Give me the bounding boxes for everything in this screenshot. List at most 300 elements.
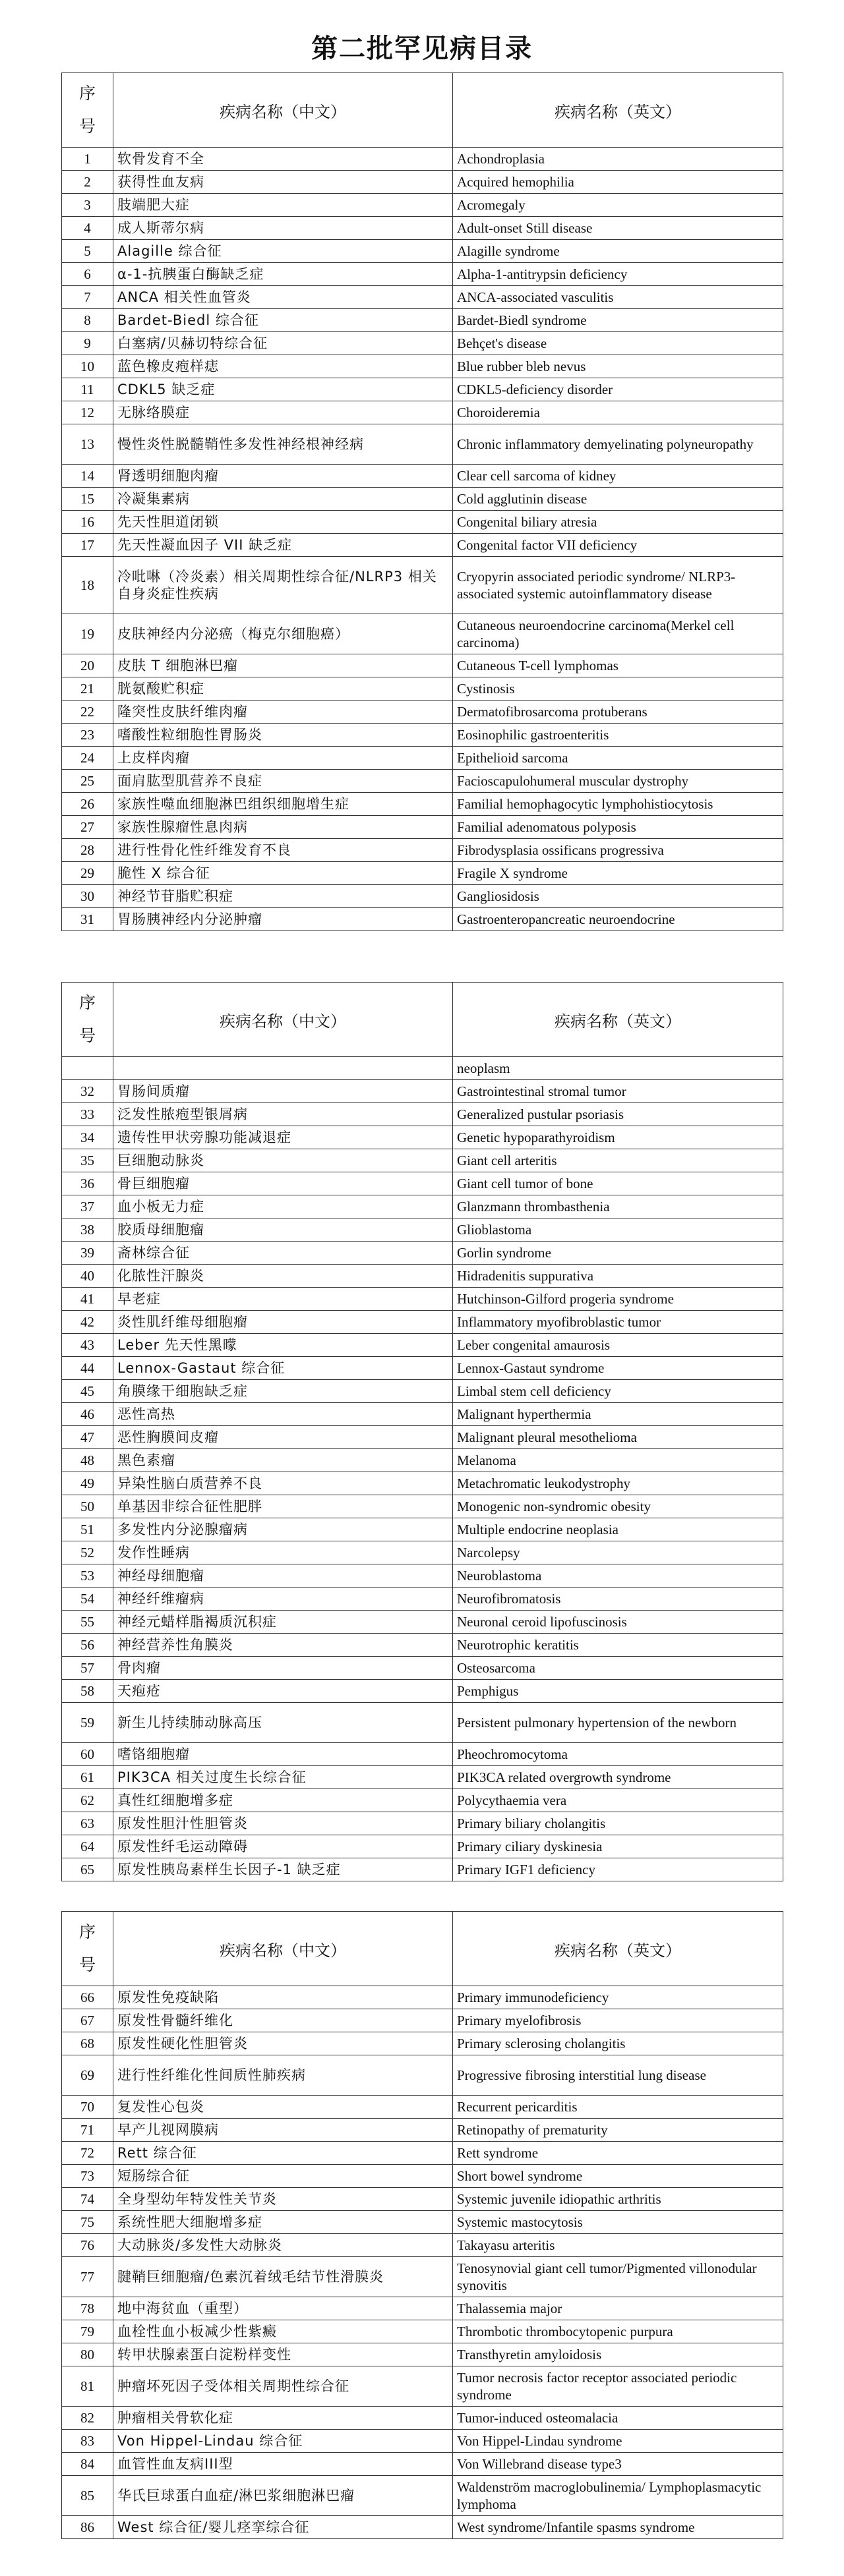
disease-name-chinese: PIK3CA 相关过度生长综合征 bbox=[113, 1766, 453, 1789]
disease-name-chinese: CDKL5 缺乏症 bbox=[113, 378, 453, 401]
disease-name-chinese: 早产儿视网膜病 bbox=[113, 2119, 453, 2142]
row-number: 8 bbox=[62, 309, 113, 332]
row-number: 41 bbox=[62, 1288, 113, 1311]
table-row bbox=[62, 2009, 783, 2032]
disease-name-english: Malignant hyperthermia bbox=[453, 1403, 783, 1426]
table-row bbox=[62, 2211, 783, 2234]
table-row bbox=[62, 1743, 783, 1766]
disease-name-chinese: 异染性脑白质营养不良 bbox=[113, 1472, 453, 1495]
disease-name-english: Neuroblastoma bbox=[453, 1564, 783, 1588]
disease-name-english: Recurrent pericarditis bbox=[453, 2096, 783, 2119]
table-row bbox=[62, 148, 783, 171]
disease-name-english: Giant cell tumor of bone bbox=[453, 1172, 783, 1195]
table-row bbox=[62, 677, 783, 701]
table-row bbox=[62, 2032, 783, 2055]
row-number: 77 bbox=[62, 2257, 113, 2297]
row-number: 72 bbox=[62, 2142, 113, 2165]
row-number: 15 bbox=[62, 488, 113, 511]
disease-name-english: Short bowel syndrome bbox=[453, 2165, 783, 2188]
row-number: 22 bbox=[62, 701, 113, 724]
row-number: 80 bbox=[62, 2343, 113, 2366]
table-row bbox=[62, 2366, 783, 2407]
disease-name-chinese: 复发性心包炎 bbox=[113, 2096, 453, 2119]
disease-name-english: Choroideremia bbox=[453, 401, 783, 424]
disease-table-page-1 bbox=[61, 72, 783, 931]
row-number: 13 bbox=[62, 424, 113, 465]
row-number: 53 bbox=[62, 1564, 113, 1588]
row-number: 79 bbox=[62, 2320, 113, 2343]
disease-name-english: Behçet's disease bbox=[453, 332, 783, 355]
row-number: 50 bbox=[62, 1495, 113, 1518]
disease-name-english: Genetic hypoparathyroidism bbox=[453, 1126, 783, 1149]
row-number: 44 bbox=[62, 1357, 113, 1380]
disease-name-english: Chronic inflammatory demyelinating polyneuropathy bbox=[453, 424, 783, 465]
row-number bbox=[62, 1057, 113, 1080]
row-number: 12 bbox=[62, 401, 113, 424]
disease-name-chinese: 获得性血友病 bbox=[113, 171, 453, 194]
table-row bbox=[62, 1449, 783, 1472]
table-row bbox=[62, 816, 783, 839]
disease-name-chinese: 巨细胞动脉炎 bbox=[113, 1149, 453, 1172]
table-row bbox=[62, 465, 783, 488]
disease-name-chinese: 恶性胸膜间皮瘤 bbox=[113, 1426, 453, 1449]
row-number: 9 bbox=[62, 332, 113, 355]
column-header-english: 疾病名称（英文） bbox=[453, 983, 783, 1057]
disease-name-english: Inflammatory myofibroblastic tumor bbox=[453, 1311, 783, 1334]
disease-name-english: Malignant pleural mesothelioma bbox=[453, 1426, 783, 1449]
disease-name-english: Hidradenitis suppurativa bbox=[453, 1265, 783, 1288]
disease-name-english: Glioblastoma bbox=[453, 1218, 783, 1242]
disease-name-chinese: 肿瘤坏死因子受体相关周期性综合征 bbox=[113, 2366, 453, 2407]
row-number: 35 bbox=[62, 1149, 113, 1172]
table-row bbox=[62, 1080, 783, 1103]
table-row bbox=[62, 793, 783, 816]
row-number: 27 bbox=[62, 816, 113, 839]
disease-name-chinese: 肢端肥大症 bbox=[113, 194, 453, 217]
row-number: 63 bbox=[62, 1812, 113, 1835]
table-row bbox=[62, 2516, 783, 2539]
row-number: 69 bbox=[62, 2055, 113, 2096]
disease-name-chinese: 全身型幼年特发性关节炎 bbox=[113, 2188, 453, 2211]
disease-name-english: Metachromatic leukodystrophy bbox=[453, 1472, 783, 1495]
disease-name-chinese: 无脉络膜症 bbox=[113, 401, 453, 424]
disease-name-english: Fibrodysplasia ossificans progressiva bbox=[453, 839, 783, 862]
table-row bbox=[62, 1634, 783, 1657]
table-row bbox=[62, 1703, 783, 1743]
disease-name-english: Lennox-Gastaut syndrome bbox=[453, 1357, 783, 1380]
table-row bbox=[62, 2453, 783, 2476]
disease-name-chinese: 黑色素瘤 bbox=[113, 1449, 453, 1472]
table-row bbox=[62, 2142, 783, 2165]
disease-name-english: Pemphigus bbox=[453, 1680, 783, 1703]
row-number: 23 bbox=[62, 724, 113, 747]
disease-name-chinese: 进行性骨化性纤维发育不良 bbox=[113, 839, 453, 862]
row-number: 21 bbox=[62, 677, 113, 701]
disease-name-chinese: 恶性高热 bbox=[113, 1403, 453, 1426]
row-number: 81 bbox=[62, 2366, 113, 2407]
disease-name-english: Polycythaemia vera bbox=[453, 1789, 783, 1812]
row-number: 51 bbox=[62, 1518, 113, 1541]
row-number: 52 bbox=[62, 1541, 113, 1564]
disease-name-english: Tumor necrosis factor receptor associated periodic syndrome bbox=[453, 2366, 783, 2407]
disease-name-english: neoplasm bbox=[453, 1057, 783, 1080]
disease-name-chinese: 血管性血友病III型 bbox=[113, 2453, 453, 2476]
row-number: 5 bbox=[62, 240, 113, 263]
row-number: 33 bbox=[62, 1103, 113, 1126]
disease-name-english: Hutchinson-Gilford progeria syndrome bbox=[453, 1288, 783, 1311]
disease-name-english: Tenosynovial giant cell tumor/Pigmented villonodular synovitis bbox=[453, 2257, 783, 2297]
row-number: 68 bbox=[62, 2032, 113, 2055]
disease-name-chinese: 软骨发育不全 bbox=[113, 148, 453, 171]
disease-name-chinese: 泛发性脓疱型银屑病 bbox=[113, 1103, 453, 1126]
disease-name-english: Alpha-1-antitrypsin deficiency bbox=[453, 263, 783, 286]
disease-name-chinese: Rett 综合征 bbox=[113, 2142, 453, 2165]
disease-name-chinese: 血小板无力症 bbox=[113, 1195, 453, 1218]
table-row bbox=[62, 1380, 783, 1403]
row-number: 71 bbox=[62, 2119, 113, 2142]
column-header-number: 序 号 bbox=[62, 1912, 113, 1986]
disease-name-chinese: 冷凝集素病 bbox=[113, 488, 453, 511]
table-row bbox=[62, 1149, 783, 1172]
disease-name-english: Rett syndrome bbox=[453, 2142, 783, 2165]
disease-name-chinese: 原发性硬化性胆管炎 bbox=[113, 2032, 453, 2055]
table-row bbox=[62, 332, 783, 355]
disease-name-english: West syndrome/Infantile spasms syndrome bbox=[453, 2516, 783, 2539]
disease-name-english: PIK3CA related overgrowth syndrome bbox=[453, 1766, 783, 1789]
disease-name-english: Osteosarcoma bbox=[453, 1657, 783, 1680]
disease-name-chinese: 神经纤维瘤病 bbox=[113, 1588, 453, 1611]
disease-name-chinese: 神经节苷脂贮积症 bbox=[113, 885, 453, 908]
row-number: 29 bbox=[62, 862, 113, 885]
disease-name-english: Dermatofibrosarcoma protuberans bbox=[453, 701, 783, 724]
row-number: 25 bbox=[62, 770, 113, 793]
table-row bbox=[62, 2297, 783, 2320]
table-row bbox=[62, 885, 783, 908]
disease-name-english: Retinopathy of prematurity bbox=[453, 2119, 783, 2142]
disease-name-chinese: 先天性胆道闭锁 bbox=[113, 511, 453, 534]
disease-name-english: Primary ciliary dyskinesia bbox=[453, 1835, 783, 1858]
row-number: 66 bbox=[62, 1986, 113, 2009]
table-row bbox=[62, 1057, 783, 1080]
table-row bbox=[62, 240, 783, 263]
disease-name-chinese: 华氏巨球蛋白血症/淋巴浆细胞淋巴瘤 bbox=[113, 2476, 453, 2516]
row-number: 17 bbox=[62, 534, 113, 557]
table-row bbox=[62, 1835, 783, 1858]
table-header-row bbox=[62, 1912, 783, 1986]
row-number: 43 bbox=[62, 1334, 113, 1357]
row-number: 42 bbox=[62, 1311, 113, 1334]
disease-name-english: Glanzmann thrombasthenia bbox=[453, 1195, 783, 1218]
disease-name-chinese: 多发性内分泌腺瘤病 bbox=[113, 1518, 453, 1541]
disease-name-english: Primary sclerosing cholangitis bbox=[453, 2032, 783, 2055]
table-row bbox=[62, 511, 783, 534]
column-header-number: 序 号 bbox=[62, 983, 113, 1057]
table-header-row bbox=[62, 983, 783, 1057]
row-number: 38 bbox=[62, 1218, 113, 1242]
row-number: 61 bbox=[62, 1766, 113, 1789]
table-row bbox=[62, 1311, 783, 1334]
row-number: 18 bbox=[62, 557, 113, 614]
disease-name-english: Congenital biliary atresia bbox=[453, 511, 783, 534]
disease-name-english: Melanoma bbox=[453, 1449, 783, 1472]
disease-name-english: Cutaneous T-cell lymphomas bbox=[453, 654, 783, 677]
row-number: 57 bbox=[62, 1657, 113, 1680]
disease-name-chinese bbox=[113, 1057, 453, 1080]
disease-name-chinese: 隆突性皮肤纤维肉瘤 bbox=[113, 701, 453, 724]
disease-name-chinese: 皮肤 T 细胞淋巴瘤 bbox=[113, 654, 453, 677]
row-number: 59 bbox=[62, 1703, 113, 1743]
disease-name-chinese: ANCA 相关性血管炎 bbox=[113, 286, 453, 309]
table-row bbox=[62, 724, 783, 747]
table-row bbox=[62, 1334, 783, 1357]
table-row bbox=[62, 1357, 783, 1380]
disease-name-chinese: 先天性凝血因子 VII 缺乏症 bbox=[113, 534, 453, 557]
row-number: 7 bbox=[62, 286, 113, 309]
table-row bbox=[62, 2320, 783, 2343]
table-row bbox=[62, 263, 783, 286]
disease-name-chinese: 神经元蜡样脂褐质沉积症 bbox=[113, 1611, 453, 1634]
row-number: 24 bbox=[62, 747, 113, 770]
disease-name-english: CDKL5-deficiency disorder bbox=[453, 378, 783, 401]
row-number: 67 bbox=[62, 2009, 113, 2032]
disease-name-chinese: 嗜铬细胞瘤 bbox=[113, 1743, 453, 1766]
disease-name-chinese: Alagille 综合征 bbox=[113, 240, 453, 263]
table-row bbox=[62, 614, 783, 654]
disease-name-english: Waldenström macroglobulinemia/ Lymphoplasmacytic lymphoma bbox=[453, 2476, 783, 2516]
disease-name-chinese: 系统性肥大细胞增多症 bbox=[113, 2211, 453, 2234]
table-row bbox=[62, 1288, 783, 1311]
row-number: 4 bbox=[62, 217, 113, 240]
row-number: 36 bbox=[62, 1172, 113, 1195]
disease-name-english: Persistent pulmonary hypertension of the newborn bbox=[453, 1703, 783, 1743]
disease-name-english: Epithelioid sarcoma bbox=[453, 747, 783, 770]
row-number: 62 bbox=[62, 1789, 113, 1812]
disease-name-chinese: 神经母细胞瘤 bbox=[113, 1564, 453, 1588]
row-number: 40 bbox=[62, 1265, 113, 1288]
table-row bbox=[62, 2476, 783, 2516]
table-row bbox=[62, 747, 783, 770]
disease-name-chinese: 皮肤神经内分泌癌（梅克尔细胞癌） bbox=[113, 614, 453, 654]
disease-name-english: Bardet-Biedl syndrome bbox=[453, 309, 783, 332]
table-row bbox=[62, 1766, 783, 1789]
row-number: 83 bbox=[62, 2430, 113, 2453]
disease-name-chinese: 炎性肌纤维母细胞瘤 bbox=[113, 1311, 453, 1334]
table-row bbox=[62, 2188, 783, 2211]
disease-name-chinese: 蓝色橡皮疱样痣 bbox=[113, 355, 453, 378]
table-row bbox=[62, 1518, 783, 1541]
row-number: 3 bbox=[62, 194, 113, 217]
row-number: 84 bbox=[62, 2453, 113, 2476]
disease-name-english: Neurotrophic keratitis bbox=[453, 1634, 783, 1657]
disease-name-english: Fragile X syndrome bbox=[453, 862, 783, 885]
disease-name-chinese: 大动脉炎/多发性大动脉炎 bbox=[113, 2234, 453, 2257]
disease-name-chinese: 胃肠间质瘤 bbox=[113, 1080, 453, 1103]
disease-name-english: Cold agglutinin disease bbox=[453, 488, 783, 511]
row-number: 82 bbox=[62, 2407, 113, 2430]
table-row bbox=[62, 862, 783, 885]
disease-name-english: Monogenic non-syndromic obesity bbox=[453, 1495, 783, 1518]
row-number: 49 bbox=[62, 1472, 113, 1495]
disease-name-chinese: 短肠综合征 bbox=[113, 2165, 453, 2188]
column-header-chinese: 疾病名称（中文） bbox=[113, 1912, 453, 1986]
disease-name-english: Giant cell arteritis bbox=[453, 1149, 783, 1172]
disease-name-english: Blue rubber bleb nevus bbox=[453, 355, 783, 378]
table-row bbox=[62, 194, 783, 217]
disease-name-english: Facioscapulohumeral muscular dystrophy bbox=[453, 770, 783, 793]
disease-name-english: Gastrointestinal stromal tumor bbox=[453, 1080, 783, 1103]
row-number: 76 bbox=[62, 2234, 113, 2257]
table-row bbox=[62, 286, 783, 309]
table-row bbox=[62, 378, 783, 401]
row-number: 32 bbox=[62, 1080, 113, 1103]
table-row bbox=[62, 534, 783, 557]
disease-name-english: Achondroplasia bbox=[453, 148, 783, 171]
row-number: 75 bbox=[62, 2211, 113, 2234]
column-header-chinese: 疾病名称（中文） bbox=[113, 73, 453, 148]
disease-name-english: Cryopyrin associated periodic syndrome/ NLRP3-associated systemic autoinflammatory disease bbox=[453, 557, 783, 614]
disease-name-english: Progressive fibrosing interstitial lung disease bbox=[453, 2055, 783, 2096]
disease-name-chinese: 成人斯蒂尔病 bbox=[113, 217, 453, 240]
table-row bbox=[62, 1858, 783, 1881]
disease-name-chinese: 面肩肱型肌营养不良症 bbox=[113, 770, 453, 793]
disease-name-english: Von Willebrand disease type3 bbox=[453, 2453, 783, 2476]
disease-name-english: Tumor-induced osteomalacia bbox=[453, 2407, 783, 2430]
disease-name-chinese: 慢性炎性脱髓鞘性多发性神经根神经病 bbox=[113, 424, 453, 465]
table-row bbox=[62, 701, 783, 724]
table-row bbox=[62, 1541, 783, 1564]
row-number: 28 bbox=[62, 839, 113, 862]
disease-name-english: Transthyretin amyloidosis bbox=[453, 2343, 783, 2366]
table-row bbox=[62, 2430, 783, 2453]
disease-name-english: Primary IGF1 deficiency bbox=[453, 1858, 783, 1881]
row-number: 65 bbox=[62, 1858, 113, 1881]
row-number: 46 bbox=[62, 1403, 113, 1426]
column-header-english: 疾病名称（英文） bbox=[453, 73, 783, 148]
disease-name-chinese: 上皮样肉瘤 bbox=[113, 747, 453, 770]
disease-name-english: Primary myelofibrosis bbox=[453, 2009, 783, 2032]
row-number: 74 bbox=[62, 2188, 113, 2211]
disease-name-chinese: 胱氨酸贮积症 bbox=[113, 677, 453, 701]
row-number: 1 bbox=[62, 148, 113, 171]
row-number: 19 bbox=[62, 614, 113, 654]
disease-name-english: Adult-onset Still disease bbox=[453, 217, 783, 240]
disease-name-english: Von Hippel-Lindau syndrome bbox=[453, 2430, 783, 2453]
disease-name-english: Leber congenital amaurosis bbox=[453, 1334, 783, 1357]
disease-name-chinese: 腱鞘巨细胞瘤/色素沉着绒毛结节性滑膜炎 bbox=[113, 2257, 453, 2297]
disease-name-chinese: 血栓性血小板减少性紫癜 bbox=[113, 2320, 453, 2343]
disease-name-english: Gorlin syndrome bbox=[453, 1242, 783, 1265]
table-row bbox=[62, 2234, 783, 2257]
disease-name-chinese: 原发性免疫缺陷 bbox=[113, 1986, 453, 2009]
disease-name-chinese: Bardet-Biedl 综合征 bbox=[113, 309, 453, 332]
row-number: 56 bbox=[62, 1634, 113, 1657]
disease-name-chinese: 单基因非综合征性肥胖 bbox=[113, 1495, 453, 1518]
disease-name-chinese: 肾透明细胞肉瘤 bbox=[113, 465, 453, 488]
disease-name-chinese: 遗传性甲状旁腺功能减退症 bbox=[113, 1126, 453, 1149]
table-row bbox=[62, 1426, 783, 1449]
row-number: 26 bbox=[62, 793, 113, 816]
table-row bbox=[62, 908, 783, 931]
disease-name-chinese: 嗜酸性粒细胞性胃肠炎 bbox=[113, 724, 453, 747]
disease-name-chinese: 地中海贫血（重型） bbox=[113, 2297, 453, 2320]
row-number: 39 bbox=[62, 1242, 113, 1265]
disease-name-english: Neurofibromatosis bbox=[453, 1588, 783, 1611]
table-row bbox=[62, 171, 783, 194]
disease-name-english: Gastroenteropancreatic neuroendocrine bbox=[453, 908, 783, 931]
disease-name-english: Pheochromocytoma bbox=[453, 1743, 783, 1766]
disease-name-chinese: 肿瘤相关骨软化症 bbox=[113, 2407, 453, 2430]
disease-name-english: Thrombotic thrombocytopenic purpura bbox=[453, 2320, 783, 2343]
disease-name-chinese: 胃肠胰神经内分泌肿瘤 bbox=[113, 908, 453, 931]
disease-name-english: Cystinosis bbox=[453, 677, 783, 701]
disease-name-chinese: 真性红细胞增多症 bbox=[113, 1789, 453, 1812]
disease-name-english: Narcolepsy bbox=[453, 1541, 783, 1564]
disease-name-chinese: 斋林综合征 bbox=[113, 1242, 453, 1265]
row-number: 64 bbox=[62, 1835, 113, 1858]
row-number: 2 bbox=[62, 171, 113, 194]
disease-name-english: Gangliosidosis bbox=[453, 885, 783, 908]
row-number: 78 bbox=[62, 2297, 113, 2320]
table-row bbox=[62, 424, 783, 465]
disease-name-chinese: Von Hippel-Lindau 综合征 bbox=[113, 2430, 453, 2453]
row-number: 86 bbox=[62, 2516, 113, 2539]
row-number: 58 bbox=[62, 1680, 113, 1703]
disease-name-english: Systemic juvenile idiopathic arthritis bbox=[453, 2188, 783, 2211]
row-number: 45 bbox=[62, 1380, 113, 1403]
disease-name-chinese: 骨肉瘤 bbox=[113, 1657, 453, 1680]
disease-name-chinese: 白塞病/贝赫切特综合征 bbox=[113, 332, 453, 355]
table-row bbox=[62, 557, 783, 614]
row-number: 70 bbox=[62, 2096, 113, 2119]
table-row bbox=[62, 1265, 783, 1288]
table-row bbox=[62, 1218, 783, 1242]
column-header-chinese: 疾病名称（中文） bbox=[113, 983, 453, 1057]
table-row bbox=[62, 1195, 783, 1218]
row-number: 6 bbox=[62, 263, 113, 286]
disease-name-english: Neuronal ceroid lipofuscinosis bbox=[453, 1611, 783, 1634]
disease-name-english: Primary biliary cholangitis bbox=[453, 1812, 783, 1835]
table-row bbox=[62, 1472, 783, 1495]
row-number: 48 bbox=[62, 1449, 113, 1472]
row-number: 54 bbox=[62, 1588, 113, 1611]
disease-name-chinese: 天疱疮 bbox=[113, 1680, 453, 1703]
column-header-number: 序 号 bbox=[62, 73, 113, 148]
table-row bbox=[62, 355, 783, 378]
disease-name-chinese: 原发性骨髓纤维化 bbox=[113, 2009, 453, 2032]
disease-name-english: Alagille syndrome bbox=[453, 240, 783, 263]
disease-name-english: Limbal stem cell deficiency bbox=[453, 1380, 783, 1403]
table-row bbox=[62, 401, 783, 424]
row-number: 85 bbox=[62, 2476, 113, 2516]
table-row bbox=[62, 1588, 783, 1611]
table-row bbox=[62, 2055, 783, 2096]
disease-name-chinese: 转甲状腺素蛋白淀粉样变性 bbox=[113, 2343, 453, 2366]
disease-name-english: Clear cell sarcoma of kidney bbox=[453, 465, 783, 488]
row-number: 20 bbox=[62, 654, 113, 677]
disease-name-chinese: 原发性纤毛运动障碍 bbox=[113, 1835, 453, 1858]
disease-name-english: Familial hemophagocytic lymphohistiocytosis bbox=[453, 793, 783, 816]
disease-name-chinese: Leber 先天性黑曚 bbox=[113, 1334, 453, 1357]
table-row bbox=[62, 1657, 783, 1680]
table-row bbox=[62, 1986, 783, 2009]
row-number: 34 bbox=[62, 1126, 113, 1149]
disease-name-chinese: 早老症 bbox=[113, 1288, 453, 1311]
disease-name-english: Familial adenomatous polyposis bbox=[453, 816, 783, 839]
disease-name-chinese: 原发性胰岛素样生长因子-1 缺乏症 bbox=[113, 1858, 453, 1881]
table-row bbox=[62, 1126, 783, 1149]
disease-name-chinese: 骨巨细胞瘤 bbox=[113, 1172, 453, 1195]
disease-name-chinese: 角膜缘干细胞缺乏症 bbox=[113, 1380, 453, 1403]
